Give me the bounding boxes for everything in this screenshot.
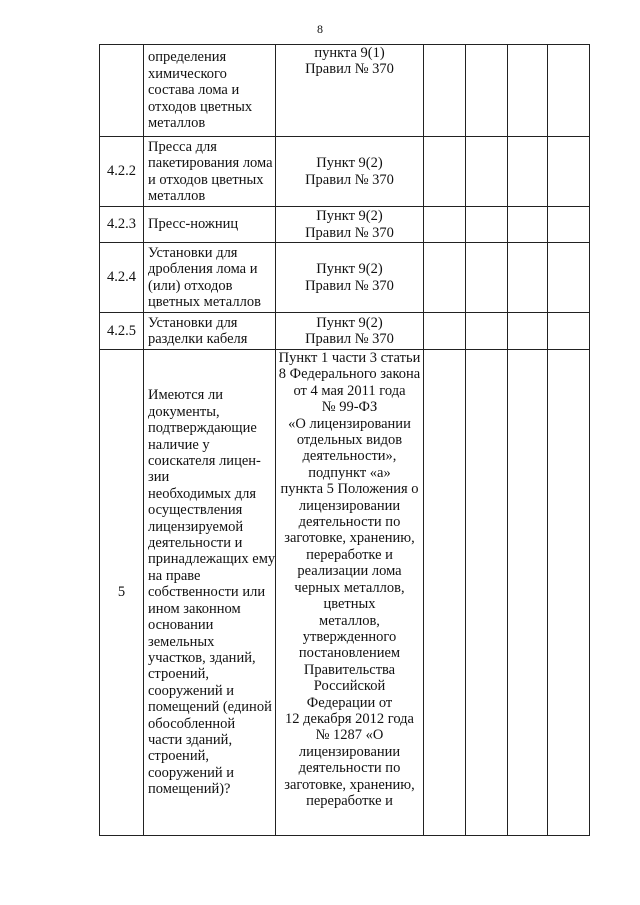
answer-cell: [424, 137, 466, 207]
answer-cell: [548, 45, 590, 137]
answer-cell: [548, 243, 590, 313]
legal-reference: Пункт 9(2) Правил № 370: [276, 313, 424, 350]
answer-cell: [508, 350, 548, 836]
table-row: [100, 207, 590, 243]
answer-cell: [424, 207, 466, 243]
table-row: [100, 243, 590, 313]
answer-cell: [548, 137, 590, 207]
answer-cell: [548, 207, 590, 243]
legal-reference: пункта 9(1) Правил № 370: [276, 45, 424, 137]
requirement-text: Установки для разделки кабеля: [144, 313, 276, 350]
legal-reference: Пункт 9(2) Правил № 370: [276, 207, 424, 243]
table-row: [100, 45, 590, 137]
answer-cell: [424, 350, 466, 836]
answer-cell: [508, 207, 548, 243]
requirement-text: Пресса для пакетирования лома и отходов цветных металлов: [144, 137, 276, 207]
item-number: 4.2.3: [100, 207, 144, 243]
answer-cell: [466, 207, 508, 243]
item-number: 4.2.4: [100, 243, 144, 313]
item-number: 5: [100, 350, 144, 836]
answer-cell: [548, 350, 590, 836]
item-number: [100, 45, 144, 137]
answer-cell: [466, 313, 508, 350]
answer-cell: [508, 45, 548, 137]
legal-reference: Пункт 1 части 3 статьи 8 Федерального закона от 4 мая 2011 года № 99-ФЗ «О лицензировании отдельных видов деятельности», подпункт «а» пункта 5 Положения о лицензировании деятельности по заготовке, хранению, переработке и реализации лома черных металлов, цветных металлов, утвержденного постановлением Правительства Российской Федерации от 12 декабря 2012 года № 1287 «О лицензировании деятельности по заготовке, хранению, переработке и: [276, 350, 424, 836]
item-number: 4.2.5: [100, 313, 144, 350]
answer-cell: [508, 243, 548, 313]
answer-cell: [508, 137, 548, 207]
table-row: [100, 350, 590, 836]
answer-cell: [424, 313, 466, 350]
checklist-table: [99, 44, 590, 836]
requirement-text: определения химического состава лома и отходов цветных металлов: [144, 45, 276, 137]
answer-cell: [548, 313, 590, 350]
answer-cell: [424, 45, 466, 137]
answer-cell: [466, 137, 508, 207]
answer-cell: [508, 313, 548, 350]
item-number: 4.2.2: [100, 137, 144, 207]
answer-cell: [466, 45, 508, 137]
table-row: [100, 137, 590, 207]
requirement-text: Пресс-ножниц: [144, 207, 276, 243]
table-row: [100, 313, 590, 350]
legal-reference: Пункт 9(2) Правил № 370: [276, 243, 424, 313]
answer-cell: [424, 243, 466, 313]
legal-reference: Пункт 9(2) Правил № 370: [276, 137, 424, 207]
page-number: 8: [317, 22, 323, 36]
answer-cell: [466, 350, 508, 836]
requirement-text: Установки для дробления лома и (или) отходов цветных металлов: [144, 243, 276, 313]
answer-cell: [466, 243, 508, 313]
requirement-text: Имеются ли документы, подтверждающие наличие у соискателя лицен- зии необходимых для осуществления лицензируемой деятельности и принадлежащих ему на праве собственности или ином законном основании земельных участков, зданий, строений, сооружений и помещений (единой обособленной части зданий, строений, сооружений и помещений)?: [144, 350, 276, 836]
